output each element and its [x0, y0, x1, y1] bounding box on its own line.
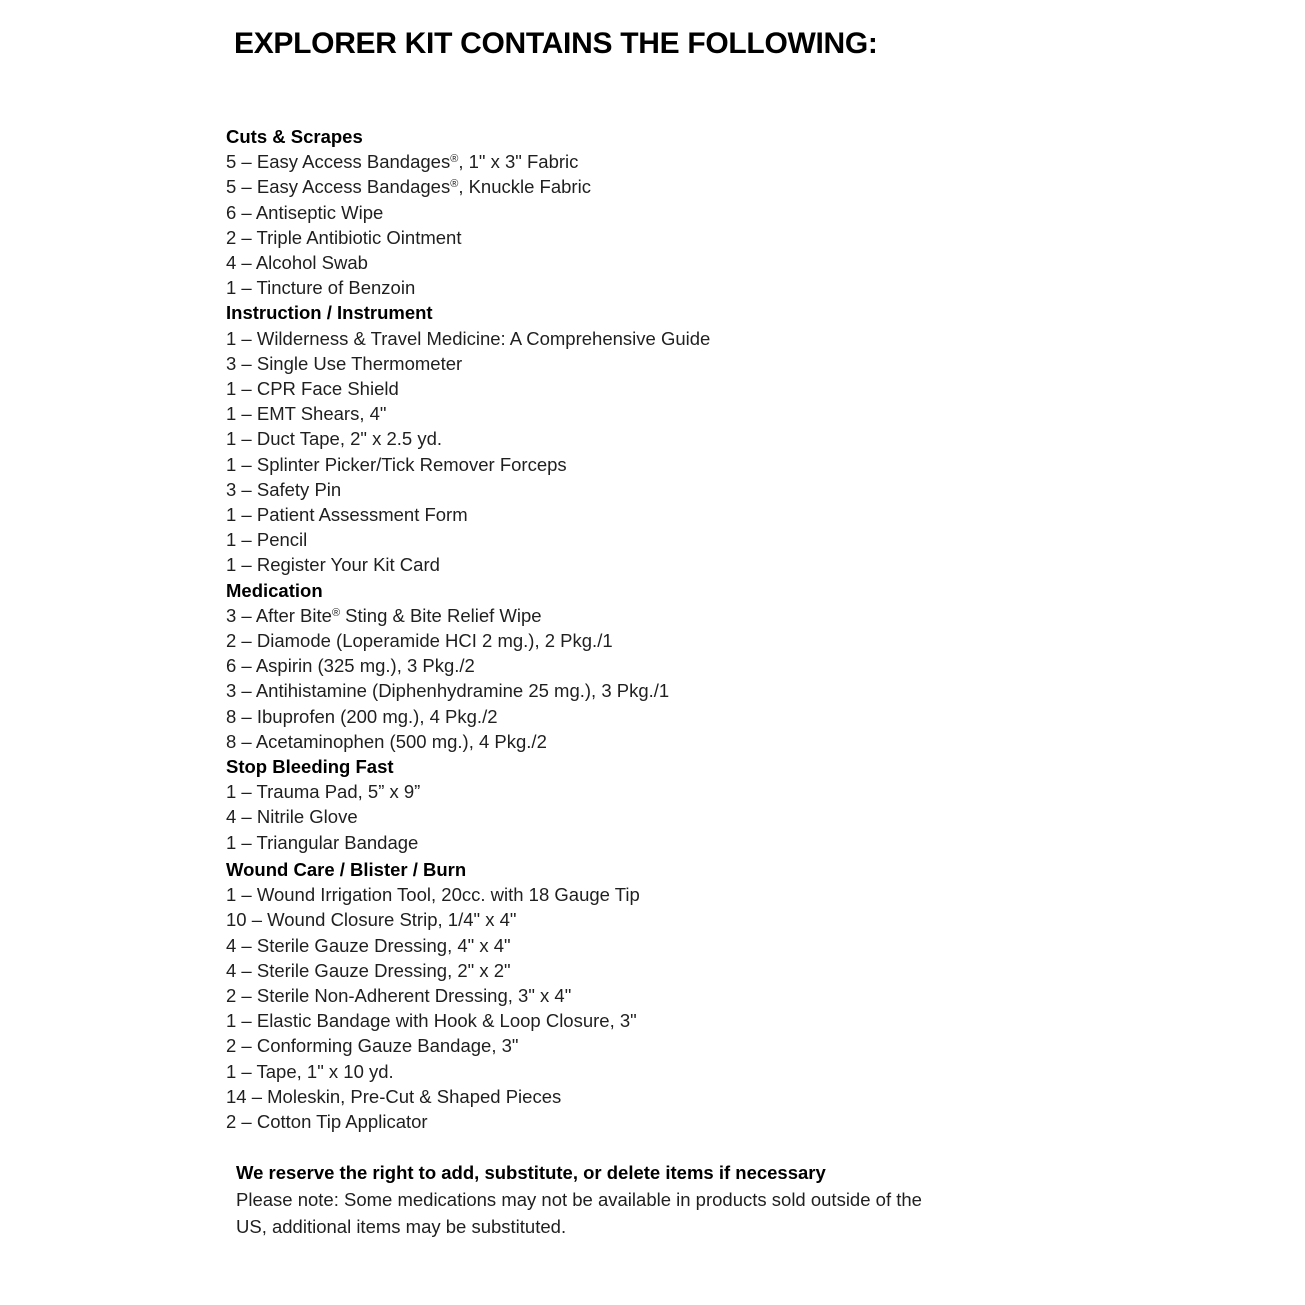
list-item: 4 – Sterile Gauze Dressing, 2" x 2"	[226, 959, 511, 981]
disclaimer-heading: We reserve the right to add, substitute, or delete items if necessary	[236, 1162, 826, 1183]
list-item: 6 – Antiseptic Wipe	[226, 201, 384, 223]
section-heading: Stop Bleeding Fast	[226, 756, 394, 778]
section-heading: Cuts & Scrapes	[226, 126, 363, 147]
list-item: 1 – Pencil	[226, 529, 308, 551]
list-item: 5 – Easy Access Bandages®, Knuckle Fabric	[226, 176, 591, 198]
section-medication	[226, 578, 986, 754]
list-item: 1 – EMT Shears, 4"	[226, 403, 387, 425]
list-item: 4 – Nitrile Glove	[226, 806, 358, 828]
list-item: 2 – Triple Antibiotic Ointment	[226, 226, 462, 248]
list-item: 1 – Trauma Pad, 5” x 9”	[226, 781, 421, 803]
list-item: 1 – Duct Tape, 2" x 2.5 yd.	[226, 428, 443, 450]
section-heading: Medication	[226, 579, 323, 601]
section-instruction-instrument	[226, 300, 986, 577]
list-item: 1 – Register Your Kit Card	[226, 554, 440, 576]
list-item: 14 – Moleskin, Pre-Cut & Shaped Pieces	[226, 1085, 562, 1107]
section-heading: Wound Care / Blister / Burn	[226, 858, 467, 880]
page-title: EXPLORER KIT CONTAINS THE FOLLOWING:	[234, 27, 878, 60]
list-item: 4 – Sterile Gauze Dressing, 4" x 4"	[226, 934, 511, 956]
list-item: 8 – Acetaminophen (500 mg.), 4 Pkg./2	[226, 730, 547, 752]
list-item: 1 – Elastic Bandage with Hook & Loop Closure, 3"	[226, 1010, 637, 1032]
kit-contents-list	[226, 124, 986, 1134]
list-item: 3 – Antihistamine (Diphenhydramine 25 mg.), 3 Pkg./1	[226, 680, 670, 702]
disclaimer	[236, 1160, 956, 1240]
disclaimer-note: Please note: Some medications may not be available in products sold outside of the US, additional items may be substituted.	[236, 1189, 922, 1237]
list-item: 1 – CPR Face Shield	[226, 378, 399, 400]
list-item: 2 – Conforming Gauze Bandage, 3"	[226, 1035, 519, 1057]
section-cuts-scrapes	[226, 124, 986, 300]
section-wound-care-blister-burn	[226, 857, 986, 1134]
section-stop-bleeding-fast	[226, 754, 986, 855]
list-item: 1 – Tape, 1" x 10 yd.	[226, 1060, 394, 1082]
list-item: 1 – Splinter Picker/Tick Remover Forceps	[226, 453, 567, 475]
list-item: 5 – Easy Access Bandages®, 1" x 3" Fabric	[226, 151, 579, 173]
section-heading: Instruction / Instrument	[226, 302, 433, 324]
list-item: 10 – Wound Closure Strip, 1/4" x 4"	[226, 909, 517, 931]
list-item: 1 – Patient Assessment Form	[226, 504, 468, 526]
list-item: 1 – Tincture of Benzoin	[226, 277, 416, 299]
list-item: 2 – Diamode (Loperamide HCI 2 mg.), 2 Pkg./1	[226, 630, 613, 652]
list-item: 3 – Single Use Thermometer	[226, 352, 463, 374]
list-item: 6 – Aspirin (325 mg.), 3 Pkg./2	[226, 655, 475, 677]
list-item: 4 – Alcohol Swab	[226, 252, 368, 274]
list-item: 8 – Ibuprofen (200 mg.), 4 Pkg./2	[226, 705, 498, 727]
list-item: 1 – Wilderness & Travel Medicine: A Comprehensive Guide	[226, 327, 711, 349]
list-item: 3 – After Bite® Sting & Bite Relief Wipe	[226, 604, 542, 626]
list-item: 2 – Sterile Non-Adherent Dressing, 3" x 4"	[226, 984, 572, 1006]
list-item: 3 – Safety Pin	[226, 478, 342, 500]
list-item: 1 – Triangular Bandage	[226, 831, 419, 853]
list-item: 1 – Wound Irrigation Tool, 20cc. with 18 Gauge Tip	[226, 884, 640, 906]
list-item: 2 – Cotton Tip Applicator	[226, 1110, 428, 1132]
